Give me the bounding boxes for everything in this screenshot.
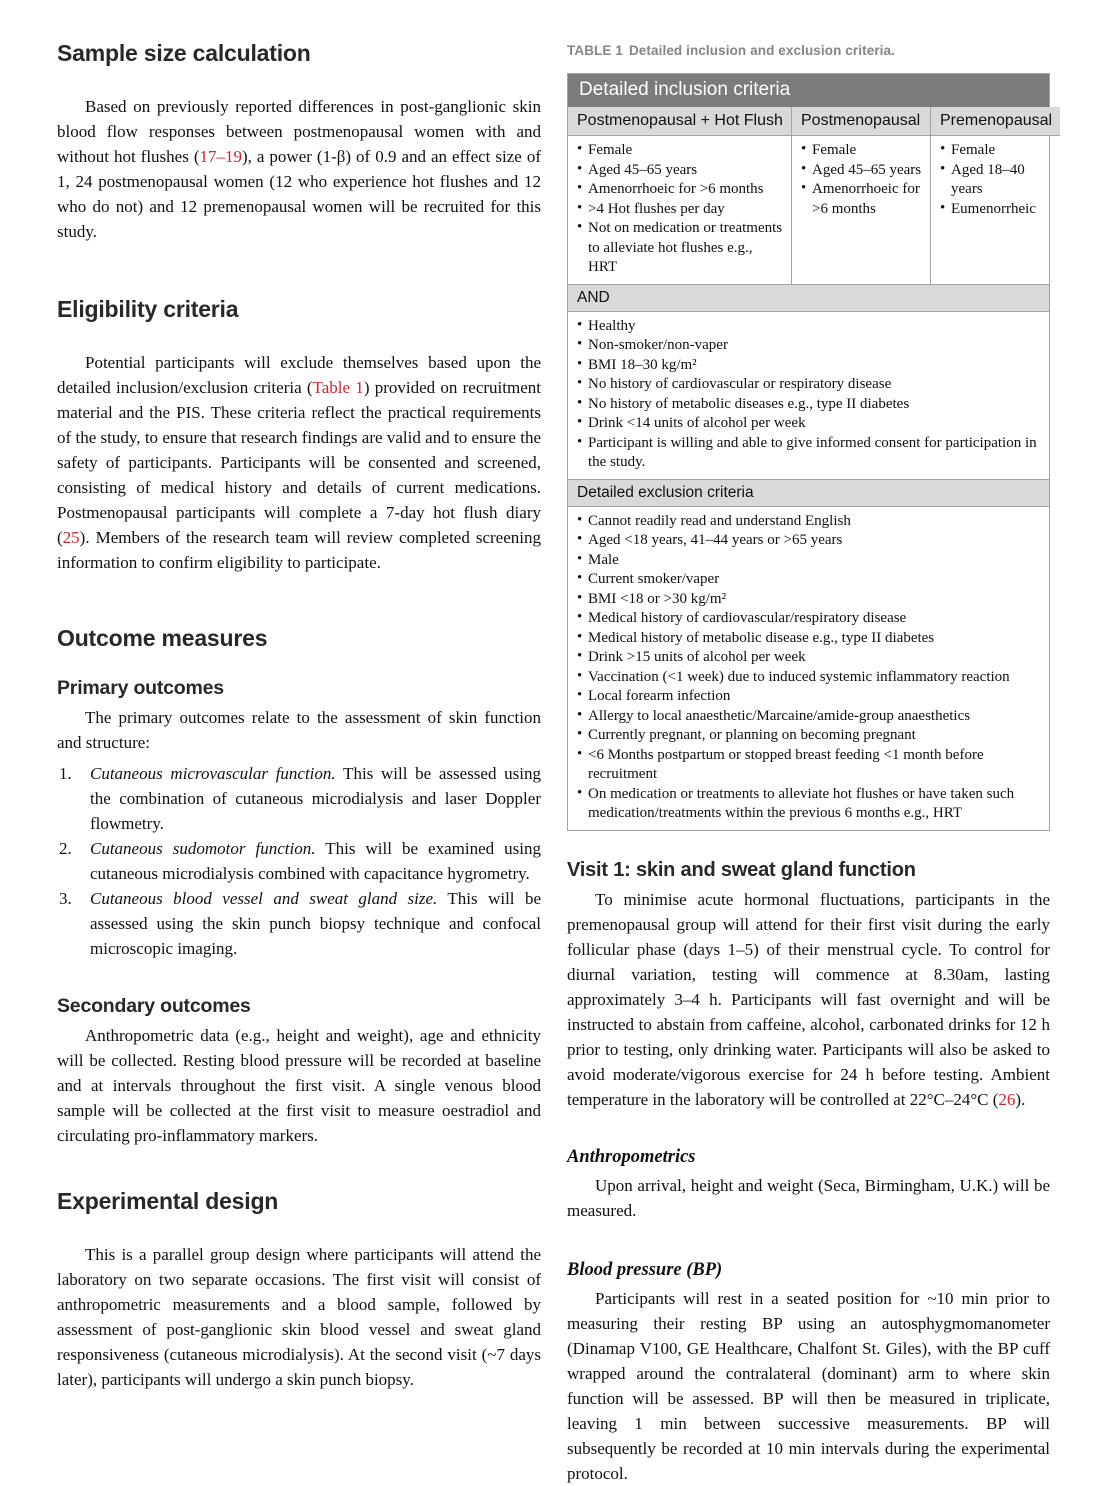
- text-segment: This will be assessed using the combination of cutaneous microdialysis and laser Doppler flowmetry.: [90, 764, 541, 833]
- criteria-item: • Drink >15 units of alcohol per week: [575, 648, 1041, 668]
- list-item-text: [90, 889, 541, 958]
- inclusion-columns: [568, 107, 1053, 284]
- criteria-item: • Aged 45–65 years: [575, 161, 783, 181]
- criteria-item: • Healthy: [575, 317, 1041, 337]
- list-item: [57, 761, 541, 836]
- text-segment: Based on previously reported differences in post-ganglionic skin blood flow responses between postmenopausal women with and without hot flushes (: [57, 97, 541, 166]
- criteria-item: • Amenorrhoeic for >6 months: [799, 180, 922, 219]
- criteria-item: • Aged <18 years, 41–44 years or >65 years: [575, 531, 1041, 551]
- criteria-item: • Eumenorrheic: [938, 200, 1052, 220]
- text-segment: Cutaneous microvascular function.: [90, 764, 336, 783]
- visit1-paragraph: [567, 887, 1050, 1112]
- column-premenopausal: [931, 107, 1060, 284]
- section-title-outcome-measures: Outcome measures: [57, 625, 268, 651]
- anthropometrics-paragraph: Upon arrival, height and weight (Seca, Birmingham, U.K.) will be measured.: [567, 1175, 1050, 1220]
- criteria-item: • Medical history of cardiovascular/respiratory disease: [575, 609, 1041, 629]
- text-segment: To minimise acute hormonal fluctuations, participants in the premenopausal group will attend for their first visit during the early follicular phase (days 1–5) of their menstrual cycle. To control for diurnal variation, testing will commence at 8.30am, lasting approximately 3–4 h. Participants will fast overnight and will be instructed to abstain from caffeine, alcohol, carbonated drinks for 12 h prior to testing, only drinking water. Participants will also be asked to avoid moderate/vigorous exercise for 24 h before testing. Ambient temperature in the laboratory will be controlled at 22°C–24°C (: [567, 889, 1050, 1109]
- reference-link[interactable]: 17–19: [199, 147, 242, 166]
- criteria-item: • Female: [799, 141, 922, 161]
- text-segment: Cutaneous blood vessel and sweat gland size.: [90, 889, 438, 908]
- criteria-item: • Male: [575, 551, 1041, 571]
- secondary-outcomes-paragraph: Anthropometric data (e.g., height and weight), age and ethnicity will be collected. Resting blood pressure will be recorded at baseline and at intervals throughout the first visit. A single venous blood sample will be collected at the first visit to measure oestradiol and circulating pro-inflammatory markers.: [57, 1026, 541, 1145]
- list-item: [57, 886, 541, 961]
- criteria-item: • <6 Months postpartum or stopped breast feeding <1 month before recruitment: [575, 746, 1041, 785]
- column-postmenopausal-hot-flush: [568, 107, 792, 284]
- criteria-item: • Female: [575, 141, 783, 161]
- criteria-item: • Aged 18–40 years: [938, 161, 1052, 200]
- table-subheader-exclusion: Detailed exclusion criteria: [568, 479, 1049, 507]
- list-item-text: [90, 764, 541, 833]
- reference-link[interactable]: 26: [998, 1089, 1016, 1109]
- table-caption-label: TABLE 1: [567, 43, 623, 58]
- table-header-inclusion: Detailed inclusion criteria: [568, 74, 1049, 107]
- reference-link[interactable]: 25: [62, 528, 80, 547]
- table-subheader-and: AND: [568, 284, 1049, 312]
- text-segment: This will be examined using cutaneous microdialysis combined with capacitance hygrometry.: [90, 839, 541, 883]
- criteria-item: • Currently pregnant, or planning on becoming pregnant: [575, 726, 1041, 746]
- primary-outcomes-intro: The primary outcomes relate to the assessment of skin function and structure:: [57, 708, 541, 752]
- criteria-item: • >4 Hot flushes per day: [575, 200, 783, 220]
- blood-pressure-paragraph: Participants will rest in a seated position for ~10 min prior to measuring their resting BP using an autosphygmomanometer (Dinamap V100, GE Healthcare, Chalfont St. Giles), with the BP cuff wrapped around the contralateral (dominant) arm to where skin function will be assessed. BP will then be measured in triplicate, leaving 1 min between successive measurements. BP will subsequently be recorded at 10 min intervals during the experimental protocol.: [567, 1288, 1050, 1483]
- criteria-item: • Cannot readily read and understand English: [575, 512, 1041, 532]
- criteria-item: • Not on medication or treatments to alleviate hot flushes e.g., HRT: [575, 219, 783, 278]
- list-item-number: 2.: [59, 839, 72, 858]
- list-item: [57, 836, 541, 886]
- criteria-item: • Aged 45–65 years: [799, 161, 922, 181]
- table-caption-text: Detailed inclusion and exclusion criteria.: [628, 43, 895, 58]
- right-column: [567, 38, 1053, 1486]
- column-postmenopausal: [792, 107, 931, 284]
- inclusion-exclusion-table: [567, 73, 1053, 831]
- text-segment: ) provided on recruitment material and the PIS. These criteria reflect the practical requirements of the study, to ensure that research findings are valid and to ensure the safety of participants. Participants will be consented and screened, consisting of medical history and details of current medications. Postmenopausal participants will complete a 7-day hot flush diary (: [57, 378, 541, 547]
- criteria-item: • Vaccination (<1 week) due to induced systemic inflammatory reaction: [575, 668, 1041, 688]
- text-segment: This will be assessed using the skin punch biopsy technique and confocal microscopic imaging.: [90, 889, 541, 958]
- criteria-item: • BMI <18 or >30 kg/m²: [575, 590, 1041, 610]
- eligibility-paragraph: [57, 350, 541, 575]
- criteria-item: • Non-smoker/non-vaper: [575, 336, 1041, 356]
- exclusion-criteria-list: [568, 507, 1049, 830]
- criteria-item: • Participant is willing and able to give informed consent for participation in the study.: [575, 434, 1041, 473]
- sample-size-paragraph: [57, 94, 541, 244]
- subsection-title-blood-pressure: Blood pressure (BP): [567, 1259, 723, 1280]
- text-segment: ), a power (1-β) of 0.9 and an effect size of 1, 24 postmenopausal women (12 who experience hot flushes and 12 who do not) and 12 premenopausal women will be recruited for this study.: [57, 147, 541, 241]
- criteria-item: • Medical history of metabolic disease e.g., type II diabetes: [575, 629, 1041, 649]
- criteria-item: • Drink <14 units of alcohol per week: [575, 414, 1041, 434]
- text-segment: ).: [1015, 1089, 1026, 1109]
- section-title-visit1: Visit 1: skin and sweat gland function: [567, 858, 916, 881]
- section-title-sample-size: Sample size calculation: [57, 40, 311, 66]
- list-item-text: [90, 839, 541, 883]
- criteria-item: • On medication or treatments to alleviate hot flushes or have taken such medication/treatments within the previous 6 months e.g., HRT: [575, 785, 1041, 824]
- text-segment: Potential participants will exclude themselves based upon the detailed inclusion/exclusion criteria (: [57, 353, 541, 397]
- list-item-number: 1.: [59, 764, 72, 783]
- subsection-title-primary-outcomes: Primary outcomes: [57, 677, 224, 699]
- criteria-list: [931, 136, 1060, 248]
- criteria-item: • Allergy to local anaesthetic/Marcaine/amide-group anaesthetics: [575, 707, 1041, 727]
- criteria-item: • Local forearm infection: [575, 687, 1041, 707]
- column-header: Premenopausal: [931, 107, 1060, 136]
- column-header: Postmenopausal: [792, 107, 930, 136]
- criteria-item: • Current smoker/vaper: [575, 570, 1041, 590]
- criteria-list: [792, 136, 930, 248]
- criteria-item: • Amenorrhoeic for >6 months: [575, 180, 783, 200]
- list-item-number: 3.: [59, 889, 72, 908]
- subsection-title-secondary-outcomes: Secondary outcomes: [57, 995, 251, 1017]
- criteria-item: • No history of metabolic diseases e.g., type II diabetes: [575, 395, 1041, 415]
- criteria-item: • BMI 18–30 kg/m²: [575, 356, 1041, 376]
- column-header: Postmenopausal + Hot Flush: [568, 107, 791, 136]
- section-title-experimental-design: Experimental design: [57, 1188, 279, 1214]
- subsection-title-anthropometrics: Anthropometrics: [567, 1146, 696, 1167]
- criteria-item: • Female: [938, 141, 1052, 161]
- criteria-list: [568, 136, 791, 284]
- section-title-eligibility: Eligibility criteria: [57, 296, 239, 322]
- text-segment: Cutaneous sudomotor function.: [90, 839, 316, 858]
- and-criteria-list: [568, 312, 1049, 479]
- table-caption: [567, 42, 1050, 60]
- reference-link[interactable]: Table 1: [312, 378, 364, 397]
- text-segment: ). Members of the research team will review completed screening information to confirm eligibility to participate.: [57, 528, 541, 572]
- criteria-item: • No history of cardiovascular or respiratory disease: [575, 375, 1041, 395]
- experimental-design-paragraph: This is a parallel group design where participants will attend the laboratory on two separate occasions. The first visit will consist of anthropometric measurements and a blood sample, followed by assessment of post-ganglionic skin blood vessel and sweat gland responsiveness (cutaneous microdialysis). At the second visit (~7 days later), participants will undergo a skin punch biopsy.: [57, 1245, 541, 1389]
- left-column: [57, 38, 541, 1486]
- primary-outcomes-list: [57, 761, 541, 961]
